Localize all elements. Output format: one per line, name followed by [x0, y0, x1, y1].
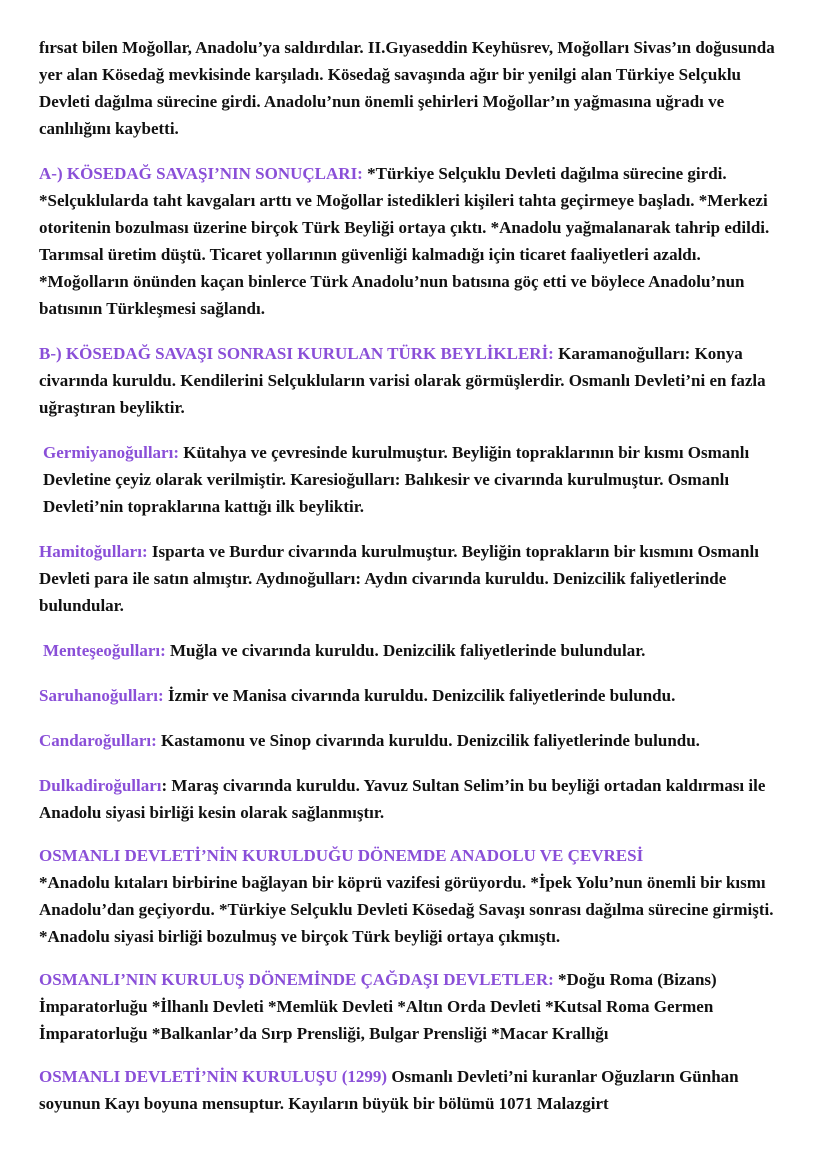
heading-menteseogullari: Menteşeoğulları:: [43, 641, 166, 660]
text-cagdas-devletler: *Doğu Roma (Bizans) İmparatorluğu *İlhanlı Devleti *Memlük Devleti *Altın Orda Devleti *Kutsal Roma Germen İmparatorluğu *Balkanlar’da Sırp Prensliği, Bulgar Prensliği *Macar Krallığı: [39, 970, 717, 1043]
heading-germiyanogullari: Germiyanoğulları:: [43, 443, 179, 462]
paragraph-beylikler: [39, 340, 792, 421]
text-osmanli-kurulusu: Osmanlı Devleti’ni kuranlar Oğuzların Günhan soyunun Kayı boyuna mensuptur. Kayıların büyük bir bölümü 1071 Malazgirt: [39, 1067, 739, 1113]
paragraph-saruhanogullari: [39, 682, 792, 709]
heading-cagdas-devletler: OSMANLI’NIN KURULUŞ DÖNEMİNDE ÇAĞDAŞI DEVLETLER:: [39, 970, 554, 989]
paragraph-intro: fırsat bilen Moğollar, Anadolu’ya saldırdılar. II.Gıyaseddin Keyhüsrev, Moğolları Sivas’ın doğusunda yer alan Kösedağ mevkisinde karşıladı. Kösedağ savaşında ağır bir yenilgi alan Türkiye Selçuklu Devleti dağılma sürecine girdi. Anadolu’nun önemli şehirleri Moğollar’ın yağmasına uğradı ve canlılığını kaybetti.: [39, 38, 775, 138]
text-dulkadirogullari: : Maraş civarında kuruldu. Yavuz Sultan Selim’in bu beyliği ortadan kaldırması ile Anadolu siyasi birliği kesin olarak sağlanmıştır.: [39, 776, 766, 822]
paragraph-anadolu-cevresi: [39, 842, 792, 950]
paragraph-menteseogullari: [39, 637, 792, 664]
paragraph-candarogullari: [39, 727, 792, 754]
paragraph-cagdas-devletler: [39, 966, 792, 1047]
heading-dulkadirogullari: Dulkadiroğulları: [39, 776, 162, 795]
text-menteseogullari: Muğla ve civarında kuruldu. Denizcilik faliyetlerinde bulundular.: [165, 641, 646, 660]
heading-hamitogullari: Hamitoğulları:: [39, 542, 148, 561]
text-kosedag-results: *Türkiye Selçuklu Devleti dağılma sürecine girdi. *Selçuklularda taht kavgaları arttı ve Moğollar istedikleri kişileri tahta geçirmeye başladı. *Merkezi otoritenin bozulması üzerine birçok Türk Beyliği ortaya çıktı. *Anadolu yağmalanarak tahrip edildi. Tarımsal üretim düştü. Ticaret yollarının güvenliği kalmadığı için ticaret faaliyetleri azaldı. *Moğolların önünden kaçan binlerce Türk Anadolu’nun batısına göç etti ve böylece Anadolu’nun batısının Türkleşmesi sağlandı.: [39, 164, 770, 318]
heading-kosedag-results: A-) KÖSEDAĞ SAVAŞI’NIN SONUÇLARI:: [39, 164, 363, 183]
heading-saruhanogullari: Saruhanoğulları:: [39, 686, 164, 705]
paragraph-kosedag-results: [39, 160, 792, 322]
paragraph-germiyanogullari: [39, 439, 792, 520]
paragraph-hamitogullari: [39, 538, 792, 619]
text-candarogullari: Kastamonu ve Sinop civarında kuruldu. Denizcilik faliyetlerinde bulundu.: [156, 731, 700, 750]
text-saruhanogullari: İzmir ve Manisa civarında kuruldu. Denizcilik faliyetlerinde bulundu.: [163, 686, 676, 705]
text-germiyanogullari: Kütahya ve çevresinde kurulmuştur. Beyliğin topraklarının bir kısmı Osmanlı Devletine çeyiz olarak verilmiştir. Karesioğulları: Balıkesir ve civarında kurulmuştur. Osmanlı Devleti’nin topraklarına kattığı ilk beyliktir.: [43, 443, 750, 516]
heading-osmanli-kurulusu: OSMANLI DEVLETİ’NİN KURULUŞU (1299): [39, 1067, 388, 1086]
text-anadolu-cevresi: *Anadolu kıtaları birbirine bağlayan bir köprü vazifesi görüyordu. *İpek Yolu’nun önemli bir kısmı Anadolu’dan geçiyordu. *Türkiye Selçuklu Devleti Kösedağ Savaşı sonrası dağılma sürecine girmişti. *Anadolu siyasi birliği bozulmuş ve birçok Türk beyliği ortaya çıkmıştı.: [39, 873, 774, 946]
heading-anadolu-cevresi: OSMANLI DEVLETİ’NİN KURULDUĞU DÖNEMDE ANADOLU VE ÇEVRESİ: [39, 846, 644, 865]
paragraph-dulkadirogullari: [39, 772, 792, 826]
text-beylikler: Karamanoğulları: Konya civarında kuruldu. Kendilerini Selçukluların varisi olarak görmüşlerdir. Osmanlı Devleti’ni en fazla uğraştıran beyliktir.: [39, 344, 766, 417]
text-hamitogullari: Isparta ve Burdur civarında kurulmuştur. Beyliğin toprakların bir kısmını Osmanlı Devleti para ile satın almıştır. Aydınoğulları: Aydın civarında kuruldu. Denizcilik faliyetlerinde bulundular.: [39, 542, 759, 615]
heading-candarogullari: Candaroğulları:: [39, 731, 157, 750]
paragraph-osmanli-kurulusu: [39, 1063, 792, 1117]
heading-beylikler: B-) KÖSEDAĞ SAVAŞI SONRASI KURULAN TÜRK BEYLİKLERİ:: [39, 344, 554, 363]
